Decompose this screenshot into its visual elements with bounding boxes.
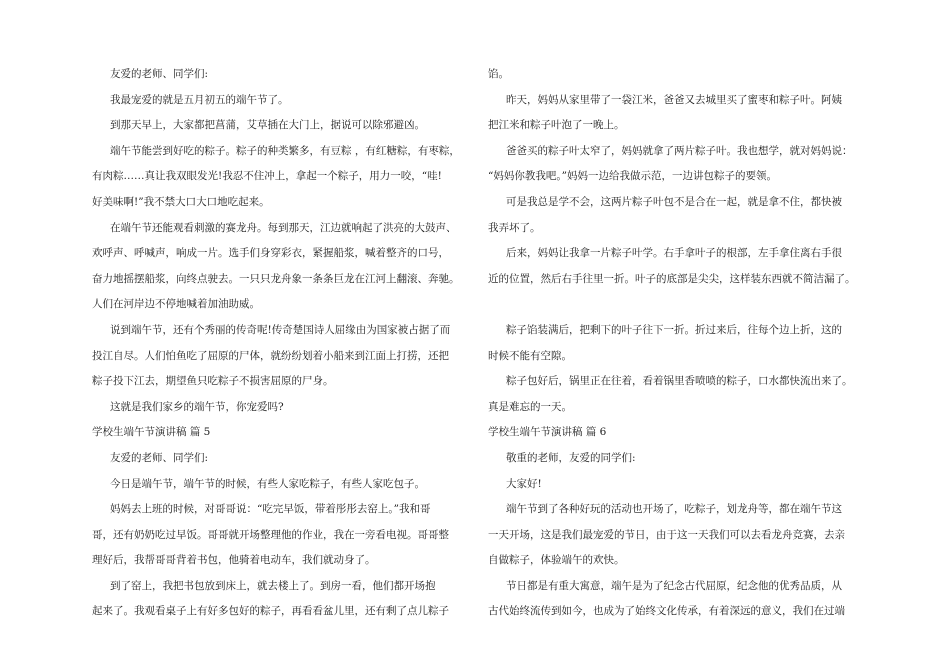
section-heading: 学校生端午节演讲稿 篇 5 (92, 426, 211, 439)
paragraph-line: 大家好! (506, 477, 542, 490)
right-column (488, 62, 883, 625)
paragraph-line: 理好后，我帮哥哥背着书包，他骑着电动车，我们就动身了。 (92, 554, 376, 567)
paragraph-line: 这就是我们家乡的端午节，你宠爱吗? (110, 400, 284, 413)
paragraph-line: 在端午节还能观看刺激的赛龙舟。每到那天，江边就响起了洪亮的大鼓声、 (110, 221, 457, 234)
paragraph-line: 欢呼声、呼喊声，响成一片。选手们身穿彩衣，紧握船浆，喊着整齐的口号， (92, 247, 449, 260)
paragraph-line: 古代始终流传到如今，也成为了始终文化传承，有着深远的意义，我们在过端 (488, 605, 845, 618)
paragraph-line: 端午节能尝到好吃的粽子。粽子的种类繁多，有豆粽 ，有红糖粽，有枣粽， (110, 144, 460, 157)
paragraph-line: 把江米和粽子叶泡了一晚上。 (488, 119, 625, 132)
blank-line (488, 292, 883, 318)
paragraph-line: 昨天，妈妈从家里带了一袋江米，爸爸又去城里买了蜜枣和粽子叶。阿姨 (506, 93, 842, 106)
paragraph-line: 友爱的老师、同学们: (110, 68, 209, 80)
paragraph-line: 说到端午节，还有个秀丽的传奇呢!传奇楚国诗人屈缘由为国家被占据了而 (110, 323, 451, 336)
paragraph-line: 粽子馅装满后，把剩下的叶子往下一折。折过来后，往每个边上折，这的 (506, 323, 842, 336)
left-column (92, 62, 487, 625)
paragraph-line: 时候不能有空隙。 (488, 349, 572, 362)
paragraph-line: 今日是端午节，端午节的时候，有些人家吃粽子，有些人家吃包子。 (110, 477, 425, 490)
paragraph-line: 可是我总是学不会，这两片粽子叶包不是合在一起，就是拿不住，都快被 (506, 195, 842, 208)
paragraph-line: 一天开场，这是我们最宠爱的节日，由于这一天我们可以去看龙舟竞赛，去亲 (488, 528, 845, 541)
paragraph-line: 近的位置，然后右手往里一折。叶子的底部是尖尖，这样装东西就不简洁漏了。 (488, 272, 856, 285)
paragraph-line: 馅。 (488, 68, 509, 80)
paragraph-line: 友爱的老师、同学们: (110, 451, 209, 464)
paragraph-line: 端午节到了各种好玩的活动也开场了，吃粽子，划龙舟等，都在端午节这 (506, 503, 842, 516)
paragraph-line: 节日都是有重大寓意，端午是为了纪念古代屈原，纪念他的优秀品质，从 (506, 579, 842, 592)
paragraph-line: 起来了。我观看桌子上有好多包好的粽子，再看看盆儿里，还有剩了点儿粽子 (92, 605, 449, 618)
paragraph-line: 我弄坏了。 (488, 221, 541, 234)
paragraph-line: 哥，还有奶奶吃过早饭。哥哥就开场整理他的作业，我在一旁看电视。哥哥整 (92, 528, 449, 541)
paragraph-line: 奋力地摇摆船浆，向终点驶去。一只只龙舟象一条条巨龙在江河上翻滚、奔驰。 (92, 272, 460, 285)
paragraph-line: 到那天早上，大家都把菖蒲，艾草插在大门上，据说可以除邪避凶。 (110, 119, 425, 132)
paragraph-line: 粽子投下江去，期望鱼只吃粽子不损害屈原的尸身。 (92, 375, 334, 388)
paragraph-line: “妈妈你教我吧。”妈妈一边给我做示范，一边讲包粽子的要领。 (488, 170, 777, 183)
paragraph-line: 妈妈去上班的时候，对哥哥说：“吃完早饭，带着彤彤去窑上。”我和哥 (110, 503, 431, 516)
paragraph-line: 到了窑上，我把书包放到床上，就去楼上了。到房一看，他们都开场抱 (110, 579, 436, 592)
paragraph-line: 投江自尽。人们怕鱼吃了屈原的尸体，就纷纷划着小船来到江面上打捞，还把 (92, 349, 449, 362)
paragraph-line: 后来，妈妈让我拿一片粽子叶学。右手拿叶子的根部，左手拿住离右手很 (506, 247, 842, 260)
paragraph-line: 人们在河岸边不停地喊着加油助威。 (92, 298, 260, 311)
paragraph-line: 敬重的老师，友爱的同学们: (506, 451, 636, 464)
paragraph-line: 粽子包好后，锅里正在往着，看着锅里香喷喷的粽子，口水都快流出来了。 (506, 375, 853, 388)
paragraph-line: 有肉粽……真让我双眼发光!我忍不住冲上，拿起一个粽子，用力一咬，“哇! (92, 170, 442, 183)
paragraph-line: 自做粽子，体验端午的欢快。 (488, 554, 625, 567)
section-heading: 学校生端午节演讲稿 篇 6 (488, 426, 607, 439)
paragraph-line: 我最宠爱的就是五月初五的端午节了。 (110, 93, 289, 106)
paragraph-line: 真是难忘的一天。 (488, 400, 572, 413)
paragraph-line: 好美味啊!”我不禁大口大口地吃起来。 (92, 195, 270, 208)
paragraph-line: 爸爸买的粽子叶太窄了，妈妈就拿了两片粽子叶。我也想学，就对妈妈说： (506, 144, 853, 157)
